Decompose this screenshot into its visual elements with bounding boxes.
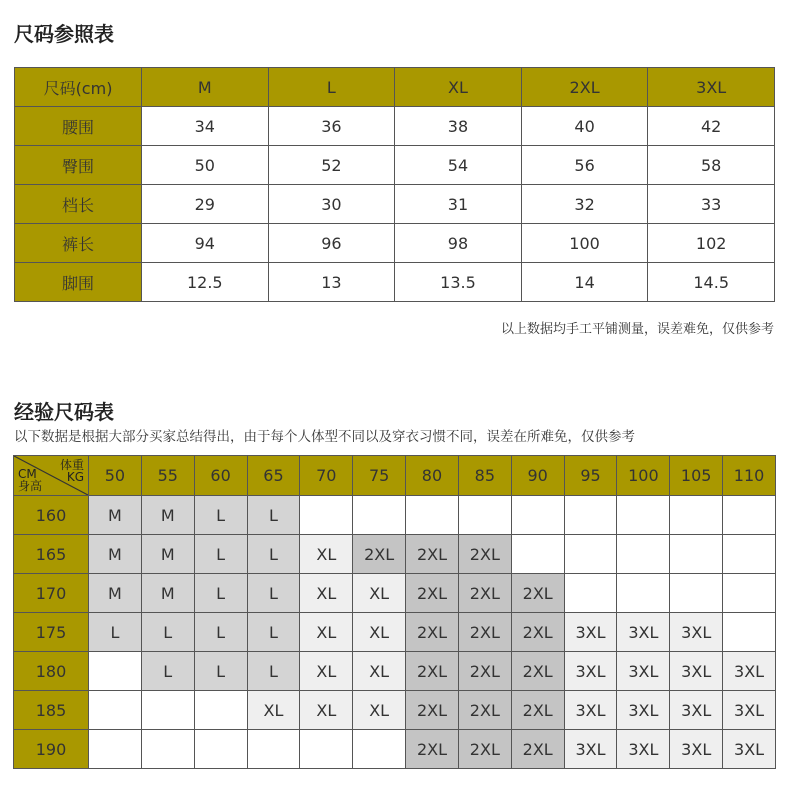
weight-header-cell: 60 bbox=[194, 456, 247, 496]
size-recommendation-cell: M bbox=[141, 496, 194, 535]
size-chart-note: 以上数据均手工平铺测量，误差难免，仅供参考 bbox=[500, 322, 774, 337]
size-recommendation-cell: L bbox=[247, 535, 300, 574]
height-label-text: 身高 bbox=[18, 479, 43, 493]
weight-unit-text: KG bbox=[66, 470, 84, 484]
height-label-cell: 190 bbox=[14, 730, 89, 769]
weight-header-cell: 110 bbox=[723, 456, 776, 496]
size-recommendation-cell bbox=[511, 535, 564, 574]
experience-chart-title: 经验尺码表 bbox=[14, 400, 114, 424]
measure-value: 34 bbox=[142, 107, 269, 146]
measure-value: 98 bbox=[395, 224, 522, 263]
size-recommendation-cell: 3XL bbox=[617, 613, 670, 652]
size-row bbox=[15, 224, 775, 263]
size-recommendation-cell: 2XL bbox=[406, 613, 459, 652]
corner-header bbox=[14, 456, 89, 496]
size-recommendation-cell bbox=[564, 574, 617, 613]
size-row bbox=[15, 107, 775, 146]
size-recommendation-cell bbox=[564, 496, 617, 535]
size-recommendation-cell: 2XL bbox=[458, 730, 511, 769]
weight-header-cell: 85 bbox=[458, 456, 511, 496]
size-recommendation-cell bbox=[353, 496, 406, 535]
height-row bbox=[14, 613, 776, 652]
weight-header-cell: 105 bbox=[670, 456, 723, 496]
measure-value: 31 bbox=[395, 185, 522, 224]
size-recommendation-cell: L bbox=[194, 574, 247, 613]
measure-value: 42 bbox=[648, 107, 775, 146]
measure-value: 54 bbox=[395, 146, 522, 185]
size-recommendation-cell: L bbox=[194, 652, 247, 691]
measure-value: 40 bbox=[521, 107, 648, 146]
height-label-cell: 185 bbox=[14, 691, 89, 730]
weight-header-row bbox=[14, 456, 776, 496]
size-recommendation-cell: L bbox=[89, 613, 142, 652]
measure-value: 13 bbox=[268, 263, 395, 302]
height-label-cell: 170 bbox=[14, 574, 89, 613]
measure-value: 94 bbox=[142, 224, 269, 263]
size-recommendation-cell: L bbox=[141, 652, 194, 691]
size-recommendation-cell: 3XL bbox=[670, 730, 723, 769]
size-header-cell: 2XL bbox=[521, 68, 648, 107]
size-recommendation-cell: 3XL bbox=[670, 613, 723, 652]
measure-value: 14 bbox=[521, 263, 648, 302]
size-chart-title: 尺码参照表 bbox=[14, 22, 114, 46]
size-recommendation-cell: 2XL bbox=[406, 691, 459, 730]
height-row bbox=[14, 535, 776, 574]
weight-label bbox=[60, 459, 84, 483]
size-row bbox=[15, 146, 775, 185]
size-recommendation-cell bbox=[89, 691, 142, 730]
size-recommendation-cell: 3XL bbox=[723, 691, 776, 730]
height-unit-text: CM bbox=[18, 467, 37, 481]
measure-value: 36 bbox=[268, 107, 395, 146]
weight-header-cell: 65 bbox=[247, 456, 300, 496]
size-recommendation-cell bbox=[511, 496, 564, 535]
size-recommendation-cell: M bbox=[89, 496, 142, 535]
size-recommendation-cell: XL bbox=[300, 652, 353, 691]
size-recommendation-cell: XL bbox=[300, 691, 353, 730]
size-recommendation-cell: L bbox=[247, 496, 300, 535]
height-label-cell: 165 bbox=[14, 535, 89, 574]
weight-header-cell: 100 bbox=[617, 456, 670, 496]
size-recommendation-cell: L bbox=[194, 535, 247, 574]
size-recommendation-cell: 3XL bbox=[723, 652, 776, 691]
size-recommendation-cell bbox=[723, 496, 776, 535]
measure-value: 30 bbox=[268, 185, 395, 224]
size-recommendation-cell bbox=[723, 613, 776, 652]
size-recommendation-cell bbox=[723, 535, 776, 574]
measure-value: 50 bbox=[142, 146, 269, 185]
weight-header-cell: 95 bbox=[564, 456, 617, 496]
size-recommendation-cell bbox=[141, 691, 194, 730]
size-recommendation-cell bbox=[670, 496, 723, 535]
size-row bbox=[15, 185, 775, 224]
measure-value: 96 bbox=[268, 224, 395, 263]
size-recommendation-cell: 2XL bbox=[511, 730, 564, 769]
weight-header-cell: 50 bbox=[89, 456, 142, 496]
weight-header-cell: 55 bbox=[141, 456, 194, 496]
size-chart-table bbox=[14, 67, 775, 302]
size-recommendation-cell bbox=[194, 730, 247, 769]
size-recommendation-cell: 2XL bbox=[511, 574, 564, 613]
size-header-cell: XL bbox=[395, 68, 522, 107]
size-recommendation-cell: 3XL bbox=[670, 691, 723, 730]
size-recommendation-cell: 2XL bbox=[353, 535, 406, 574]
size-recommendation-cell: XL bbox=[353, 574, 406, 613]
size-recommendation-cell: 2XL bbox=[406, 730, 459, 769]
size-row bbox=[15, 263, 775, 302]
size-recommendation-cell: 2XL bbox=[406, 652, 459, 691]
weight-header-cell: 75 bbox=[353, 456, 406, 496]
size-header-label: 尺码(cm) bbox=[15, 68, 142, 107]
size-recommendation-cell: 3XL bbox=[564, 613, 617, 652]
size-recommendation-cell: 3XL bbox=[617, 730, 670, 769]
measure-value: 33 bbox=[648, 185, 775, 224]
size-recommendation-cell bbox=[141, 730, 194, 769]
size-recommendation-cell bbox=[670, 535, 723, 574]
measure-value: 102 bbox=[648, 224, 775, 263]
size-recommendation-cell: L bbox=[247, 574, 300, 613]
size-recommendation-cell bbox=[300, 730, 353, 769]
size-header-cell: L bbox=[268, 68, 395, 107]
measure-value: 12.5 bbox=[142, 263, 269, 302]
weight-header-cell: 80 bbox=[406, 456, 459, 496]
size-recommendation-cell: XL bbox=[300, 613, 353, 652]
size-recommendation-cell: XL bbox=[353, 691, 406, 730]
size-recommendation-cell bbox=[89, 652, 142, 691]
size-recommendation-cell: M bbox=[141, 535, 194, 574]
size-recommendation-cell: 2XL bbox=[458, 652, 511, 691]
height-row bbox=[14, 574, 776, 613]
size-recommendation-cell: 2XL bbox=[511, 613, 564, 652]
size-recommendation-cell: L bbox=[194, 496, 247, 535]
size-recommendation-cell bbox=[247, 730, 300, 769]
measure-value: 38 bbox=[395, 107, 522, 146]
size-recommendation-cell bbox=[564, 535, 617, 574]
measure-label: 腰围 bbox=[15, 107, 142, 146]
size-recommendation-cell: L bbox=[247, 652, 300, 691]
size-recommendation-cell: 2XL bbox=[511, 691, 564, 730]
size-recommendation-cell: L bbox=[247, 613, 300, 652]
size-recommendation-cell bbox=[617, 535, 670, 574]
measure-value: 100 bbox=[521, 224, 648, 263]
size-recommendation-cell: L bbox=[141, 613, 194, 652]
size-recommendation-cell: 2XL bbox=[406, 535, 459, 574]
height-row bbox=[14, 496, 776, 535]
measure-value: 32 bbox=[521, 185, 648, 224]
size-header-cell: 3XL bbox=[648, 68, 775, 107]
size-recommendation-cell: 2XL bbox=[406, 574, 459, 613]
size-recommendation-cell bbox=[458, 496, 511, 535]
size-recommendation-cell: M bbox=[89, 574, 142, 613]
experience-chart-subtitle: 以下数据是根据大部分买家总结得出，由于每个人体型不同以及穿衣习惯不同，误差在所难免，仅供参考 bbox=[14, 429, 635, 445]
size-recommendation-cell: 3XL bbox=[617, 691, 670, 730]
measure-label: 脚围 bbox=[15, 263, 142, 302]
measure-label: 臀围 bbox=[15, 146, 142, 185]
height-label-cell: 180 bbox=[14, 652, 89, 691]
height-label-cell: 160 bbox=[14, 496, 89, 535]
size-header-cell: M bbox=[142, 68, 269, 107]
size-recommendation-cell: 3XL bbox=[670, 652, 723, 691]
size-recommendation-cell: XL bbox=[300, 574, 353, 613]
size-recommendation-cell: XL bbox=[300, 535, 353, 574]
size-recommendation-cell: 2XL bbox=[458, 613, 511, 652]
weight-header-cell: 90 bbox=[511, 456, 564, 496]
size-recommendation-cell: XL bbox=[247, 691, 300, 730]
size-recommendation-cell bbox=[617, 574, 670, 613]
size-recommendation-cell bbox=[406, 496, 459, 535]
size-recommendation-cell: M bbox=[141, 574, 194, 613]
height-row bbox=[14, 730, 776, 769]
measure-label: 裤长 bbox=[15, 224, 142, 263]
size-recommendation-cell bbox=[353, 730, 406, 769]
size-header-row bbox=[15, 68, 775, 107]
height-row bbox=[14, 652, 776, 691]
size-recommendation-cell bbox=[723, 574, 776, 613]
weight-header-cell: 70 bbox=[300, 456, 353, 496]
size-recommendation-cell bbox=[670, 574, 723, 613]
measure-value: 56 bbox=[521, 146, 648, 185]
height-row bbox=[14, 691, 776, 730]
weight-label-text: 体重 bbox=[59, 458, 84, 472]
measure-value: 52 bbox=[268, 146, 395, 185]
size-recommendation-cell: 3XL bbox=[617, 652, 670, 691]
size-recommendation-cell: 2XL bbox=[458, 535, 511, 574]
size-recommendation-cell bbox=[89, 730, 142, 769]
size-recommendation-cell: 2XL bbox=[458, 691, 511, 730]
size-recommendation-cell: 3XL bbox=[564, 730, 617, 769]
size-recommendation-cell: XL bbox=[353, 613, 406, 652]
size-recommendation-cell bbox=[617, 496, 670, 535]
measure-label: 档长 bbox=[15, 185, 142, 224]
size-recommendation-cell: XL bbox=[353, 652, 406, 691]
experience-chart-table bbox=[13, 455, 776, 769]
height-label bbox=[18, 468, 42, 492]
measure-value: 58 bbox=[648, 146, 775, 185]
height-label-cell: 175 bbox=[14, 613, 89, 652]
size-recommendation-cell: M bbox=[89, 535, 142, 574]
size-recommendation-cell: 3XL bbox=[564, 691, 617, 730]
size-recommendation-cell: 3XL bbox=[723, 730, 776, 769]
size-recommendation-cell bbox=[300, 496, 353, 535]
measure-value: 13.5 bbox=[395, 263, 522, 302]
size-recommendation-cell bbox=[194, 691, 247, 730]
size-recommendation-cell: 3XL bbox=[564, 652, 617, 691]
size-recommendation-cell: L bbox=[194, 613, 247, 652]
measure-value: 14.5 bbox=[648, 263, 775, 302]
size-recommendation-cell: 2XL bbox=[458, 574, 511, 613]
measure-value: 29 bbox=[142, 185, 269, 224]
size-recommendation-cell: 2XL bbox=[511, 652, 564, 691]
